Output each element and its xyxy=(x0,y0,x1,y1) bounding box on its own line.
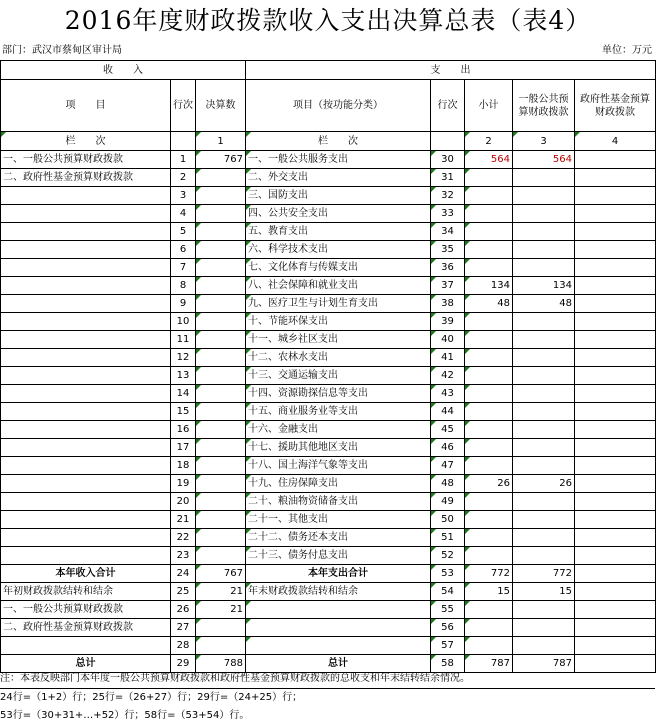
expense-item-cell: 十八、国土海洋气象等支出 xyxy=(246,457,431,475)
income-row-number: 12 xyxy=(171,349,196,367)
general-budget-cell xyxy=(513,547,575,565)
income-row-number: 5 xyxy=(171,223,196,241)
income-row-number: 19 xyxy=(171,475,196,493)
income-row-number: 8 xyxy=(171,277,196,295)
general-budget-cell: 26 xyxy=(513,475,575,493)
general-budget-cell xyxy=(513,457,575,475)
income-row-number: 13 xyxy=(171,367,196,385)
income-item-cell xyxy=(1,457,171,475)
income-amount-cell xyxy=(196,295,246,313)
general-budget-cell: 15 xyxy=(513,583,575,601)
column-label-expense: 栏 次 xyxy=(246,132,431,151)
expense-row-number: 38 xyxy=(431,295,465,313)
general-budget-cell xyxy=(513,223,575,241)
column-number-1: 1 xyxy=(196,132,246,151)
gov-fund-cell xyxy=(575,475,656,493)
expense-row-number: 35 xyxy=(431,241,465,259)
general-budget-cell xyxy=(513,493,575,511)
column-number-3: 3 xyxy=(513,132,575,151)
expense-item-cell: 二十二、债务还本支出 xyxy=(246,529,431,547)
gov-fund-cell xyxy=(575,403,656,421)
expense-item-cell xyxy=(246,619,431,637)
gov-fund-cell xyxy=(575,331,656,349)
gov-fund-cell xyxy=(575,457,656,475)
general-budget-cell xyxy=(513,205,575,223)
expense-item-cell: 一、一般公共服务支出 xyxy=(246,151,431,169)
table-row xyxy=(1,205,656,223)
subtotal-cell: 48 xyxy=(465,295,513,313)
income-row-number: 2 xyxy=(171,169,196,187)
general-budget-cell xyxy=(513,367,575,385)
gov-fund-cell xyxy=(575,277,656,295)
income-row-number: 4 xyxy=(171,205,196,223)
income-amount-cell xyxy=(196,493,246,511)
table-row xyxy=(1,619,656,637)
table-row xyxy=(1,529,656,547)
expense-row-number: 30 xyxy=(431,151,465,169)
gov-fund-cell xyxy=(575,241,656,259)
gov-fund-cell xyxy=(575,493,656,511)
expense-item-cell: 七、文化体育与传媒支出 xyxy=(246,259,431,277)
expense-row-number: 48 xyxy=(431,475,465,493)
expense-item-cell: 十四、资源勘探信息等支出 xyxy=(246,385,431,403)
gov-fund-cell xyxy=(575,547,656,565)
general-budget-cell xyxy=(513,331,575,349)
expense-row-number: 39 xyxy=(431,313,465,331)
general-budget-cell xyxy=(513,619,575,637)
income-amount-cell xyxy=(196,385,246,403)
expense-item-cell: 五、教育支出 xyxy=(246,223,431,241)
income-item-cell: 一、一般公共预算财政拨款 xyxy=(1,151,171,169)
subtotal-cell xyxy=(465,223,513,241)
income-item-cell xyxy=(1,385,171,403)
income-item-cell xyxy=(1,259,171,277)
table-row xyxy=(1,295,656,313)
general-budget-cell: 134 xyxy=(513,277,575,295)
expense-section-header: 支 出 xyxy=(246,61,656,80)
subtotal-cell: 564 xyxy=(465,151,513,169)
income-row-number: 28 xyxy=(171,637,196,655)
expense-row-number: 37 xyxy=(431,277,465,295)
expense-row-number: 32 xyxy=(431,187,465,205)
subtotal-cell xyxy=(465,457,513,475)
expense-item-cell: 十五、商业服务业等支出 xyxy=(246,403,431,421)
income-item-header: 项 目 xyxy=(1,80,171,132)
subtotal-cell xyxy=(465,601,513,619)
income-row-number: 23 xyxy=(171,547,196,565)
subtotal-cell xyxy=(465,637,513,655)
gov-fund-header: 政府性基金预算财政拨款 xyxy=(575,80,656,132)
income-amount-cell xyxy=(196,331,246,349)
general-budget-cell xyxy=(513,349,575,367)
gov-fund-cell xyxy=(575,421,656,439)
subtotal-cell xyxy=(465,169,513,187)
income-item-cell xyxy=(1,277,171,295)
expense-item-cell: 年末财政拨款结转和结余 xyxy=(246,583,431,601)
income-row-number: 14 xyxy=(171,385,196,403)
income-item-cell xyxy=(1,493,171,511)
expense-row-number: 36 xyxy=(431,259,465,277)
subtotal-cell xyxy=(465,403,513,421)
expense-item-cell: 二十一、其他支出 xyxy=(246,511,431,529)
table-row xyxy=(1,601,656,619)
income-item-cell: 二、政府性基金预算财政拨款 xyxy=(1,619,171,637)
general-budget-cell xyxy=(513,439,575,457)
income-row-number: 29 xyxy=(171,655,196,673)
column-label-blank2 xyxy=(431,132,465,151)
general-budget-cell: 772 xyxy=(513,565,575,583)
income-row-number: 27 xyxy=(171,619,196,637)
gov-fund-cell xyxy=(575,349,656,367)
table-row xyxy=(1,493,656,511)
expense-row-number: 41 xyxy=(431,349,465,367)
income-row-number: 6 xyxy=(171,241,196,259)
income-row-number: 3 xyxy=(171,187,196,205)
income-amount-cell xyxy=(196,313,246,331)
income-item-cell xyxy=(1,367,171,385)
expense-item-cell: 十七、援助其他地区支出 xyxy=(246,439,431,457)
income-row-number: 15 xyxy=(171,403,196,421)
subtotal-cell xyxy=(465,367,513,385)
income-item-cell xyxy=(1,439,171,457)
expense-row-number: 57 xyxy=(431,637,465,655)
expense-item-cell: 二、外交支出 xyxy=(246,169,431,187)
income-item-cell: 总计 xyxy=(1,655,171,673)
subtotal-cell xyxy=(465,241,513,259)
table-row xyxy=(1,259,656,277)
income-section-header: 收 入 xyxy=(1,61,246,80)
table-row xyxy=(1,331,656,349)
income-item-cell xyxy=(1,223,171,241)
income-row-number: 25 xyxy=(171,583,196,601)
income-amount-cell xyxy=(196,439,246,457)
expense-item-cell: 二十、粮油物资储备支出 xyxy=(246,493,431,511)
gov-fund-cell xyxy=(575,637,656,655)
table-row xyxy=(1,421,656,439)
gov-fund-cell xyxy=(575,259,656,277)
expense-item-cell: 六、科学技术支出 xyxy=(246,241,431,259)
subtotal-cell xyxy=(465,331,513,349)
income-amount-cell xyxy=(196,277,246,295)
general-budget-cell xyxy=(513,187,575,205)
gov-fund-cell xyxy=(575,223,656,241)
subtotal-cell xyxy=(465,619,513,637)
expense-row-number: 43 xyxy=(431,385,465,403)
subtotal-cell xyxy=(465,205,513,223)
subtotal-cell xyxy=(465,439,513,457)
subtotal-cell xyxy=(465,259,513,277)
income-item-cell: 一、一般公共预算财政拨款 xyxy=(1,601,171,619)
income-row-number: 1 xyxy=(171,151,196,169)
notes xyxy=(0,670,655,725)
table-row xyxy=(1,403,656,421)
table-row xyxy=(1,169,656,187)
income-amount-cell xyxy=(196,169,246,187)
income-item-cell xyxy=(1,313,171,331)
income-amount-cell xyxy=(196,187,246,205)
gov-fund-cell xyxy=(575,619,656,637)
table-row xyxy=(1,565,656,583)
income-row-number: 11 xyxy=(171,331,196,349)
expense-item-cell: 十、节能环保支出 xyxy=(246,313,431,331)
expense-item-cell: 十三、交通运输支出 xyxy=(246,367,431,385)
general-budget-cell xyxy=(513,511,575,529)
expense-item-cell: 八、社会保障和就业支出 xyxy=(246,277,431,295)
expense-item-cell: 九、医疗卫生与计划生育支出 xyxy=(246,295,431,313)
expense-item-cell: 四、公共安全支出 xyxy=(246,205,431,223)
income-amount-cell: 788 xyxy=(196,655,246,673)
income-amount-cell: 767 xyxy=(196,151,246,169)
income-row-number: 21 xyxy=(171,511,196,529)
income-amount-cell xyxy=(196,367,246,385)
table-row xyxy=(1,313,656,331)
subtotal-cell xyxy=(465,511,513,529)
note-line: 24行=（1+2）行；25行=（26+27）行；29行=（24+25）行； xyxy=(0,692,303,703)
income-row-number: 10 xyxy=(171,313,196,331)
expense-row-number: 44 xyxy=(431,403,465,421)
subtotal-cell xyxy=(465,313,513,331)
general-budget-cell xyxy=(513,601,575,619)
expense-row-number: 56 xyxy=(431,619,465,637)
subtotal-cell xyxy=(465,493,513,511)
income-item-cell xyxy=(1,421,171,439)
expense-item-cell: 二十三、债务付息支出 xyxy=(246,547,431,565)
gov-fund-cell xyxy=(575,565,656,583)
income-row-number: 7 xyxy=(171,259,196,277)
general-budget-cell: 564 xyxy=(513,151,575,169)
income-amount-cell xyxy=(196,223,246,241)
expense-row-number: 40 xyxy=(431,331,465,349)
gov-fund-cell xyxy=(575,205,656,223)
subtotal-cell: 787 xyxy=(465,655,513,673)
expense-item-cell: 总计 xyxy=(246,655,431,673)
column-label-income: 栏 次 xyxy=(1,132,171,151)
general-budget-cell xyxy=(513,529,575,547)
income-amount-cell xyxy=(196,475,246,493)
subtotal-cell xyxy=(465,529,513,547)
table-row xyxy=(1,637,656,655)
income-amount-cell xyxy=(196,619,246,637)
column-number-4: 4 xyxy=(575,132,656,151)
expense-row-number: 58 xyxy=(431,655,465,673)
income-amount-cell xyxy=(196,241,246,259)
gov-fund-cell xyxy=(575,511,656,529)
expense-row-number: 47 xyxy=(431,457,465,475)
income-row-number: 16 xyxy=(171,421,196,439)
table-row xyxy=(1,367,656,385)
expense-item-cell: 本年支出合计 xyxy=(246,565,431,583)
expense-row-number: 42 xyxy=(431,367,465,385)
subtotal-cell: 134 xyxy=(465,277,513,295)
table-row xyxy=(1,583,656,601)
expense-row-number: 50 xyxy=(431,511,465,529)
expense-item-cell xyxy=(246,601,431,619)
expense-item-cell xyxy=(246,637,431,655)
income-amount-cell xyxy=(196,529,246,547)
subtotal-cell: 15 xyxy=(465,583,513,601)
expense-row-number: 51 xyxy=(431,529,465,547)
subtotal-cell xyxy=(465,187,513,205)
gov-fund-cell xyxy=(575,313,656,331)
subtotal-cell: 26 xyxy=(465,475,513,493)
table-row xyxy=(1,439,656,457)
income-amount-cell: 21 xyxy=(196,583,246,601)
income-amount-cell xyxy=(196,421,246,439)
table-row xyxy=(1,547,656,565)
subtotal-cell xyxy=(465,421,513,439)
general-budget-cell xyxy=(513,241,575,259)
income-item-cell: 二、政府性基金预算财政拨款 xyxy=(1,169,171,187)
expense-item-cell: 三、国防支出 xyxy=(246,187,431,205)
income-item-cell xyxy=(1,349,171,367)
expense-item-cell: 十九、住房保障支出 xyxy=(246,475,431,493)
gov-fund-cell xyxy=(575,367,656,385)
income-amount-cell xyxy=(196,511,246,529)
income-item-cell xyxy=(1,475,171,493)
income-row-no-header: 行次 xyxy=(171,80,196,132)
income-item-cell xyxy=(1,403,171,421)
income-amount-cell: 21 xyxy=(196,601,246,619)
expense-row-no-header: 行次 xyxy=(431,80,465,132)
income-row-number: 22 xyxy=(171,529,196,547)
income-item-cell: 本年收入合计 xyxy=(1,565,171,583)
income-item-cell xyxy=(1,511,171,529)
expense-row-number: 45 xyxy=(431,421,465,439)
general-budget-cell: 787 xyxy=(513,655,575,673)
subtotal-cell xyxy=(465,385,513,403)
gov-fund-cell xyxy=(575,151,656,169)
expense-row-number: 52 xyxy=(431,547,465,565)
expense-row-number: 34 xyxy=(431,223,465,241)
table-row xyxy=(1,241,656,259)
column-number-2: 2 xyxy=(465,132,513,151)
budget-table xyxy=(0,60,656,673)
income-amount-cell xyxy=(196,547,246,565)
expense-row-number: 53 xyxy=(431,565,465,583)
income-amount-cell xyxy=(196,259,246,277)
subtotal-cell xyxy=(465,547,513,565)
table-row xyxy=(1,511,656,529)
gov-fund-cell xyxy=(575,583,656,601)
report-title: 2016年度财政拨款收入支出决算总表（表4） xyxy=(64,6,592,35)
general-budget-cell xyxy=(513,259,575,277)
table-row xyxy=(1,457,656,475)
gov-fund-cell xyxy=(575,385,656,403)
general-budget-header: 一般公共预算财政拨款 xyxy=(513,80,575,132)
table-row xyxy=(1,277,656,295)
expense-row-number: 31 xyxy=(431,169,465,187)
final-amount-header: 决算数 xyxy=(196,80,246,132)
gov-fund-cell xyxy=(575,295,656,313)
note-line: 注：本表反映部门本年度一般公共预算财政拨款和政府性基金预算财政拨款的总收支和年末结转结余情况。 xyxy=(0,670,655,689)
gov-fund-cell xyxy=(575,529,656,547)
column-label-blank xyxy=(171,132,196,151)
table-row xyxy=(1,187,656,205)
income-item-cell xyxy=(1,187,171,205)
income-item-cell xyxy=(1,331,171,349)
table-row xyxy=(1,385,656,403)
table-row xyxy=(1,223,656,241)
expense-item-cell: 十六、金融支出 xyxy=(246,421,431,439)
income-row-number: 9 xyxy=(171,295,196,313)
expense-row-number: 33 xyxy=(431,205,465,223)
department-label: 部门：武汉市蔡甸区审计局 xyxy=(2,45,122,56)
general-budget-cell xyxy=(513,421,575,439)
income-row-number: 26 xyxy=(171,601,196,619)
income-item-cell xyxy=(1,295,171,313)
table-row xyxy=(1,349,656,367)
income-amount-cell xyxy=(196,205,246,223)
income-row-number: 24 xyxy=(171,565,196,583)
expense-row-number: 55 xyxy=(431,601,465,619)
note-line: 53行=（30+31+…+52）行；58行=（53+54）行。 xyxy=(0,710,250,721)
expense-row-number: 49 xyxy=(431,493,465,511)
subtotal-header: 小计 xyxy=(465,80,513,132)
general-budget-cell xyxy=(513,169,575,187)
income-row-number: 17 xyxy=(171,439,196,457)
income-amount-cell xyxy=(196,637,246,655)
income-amount-cell xyxy=(196,403,246,421)
income-item-cell xyxy=(1,205,171,223)
income-item-cell xyxy=(1,529,171,547)
income-row-number: 20 xyxy=(171,493,196,511)
income-row-number: 18 xyxy=(171,457,196,475)
table-row xyxy=(1,151,656,169)
income-amount-cell xyxy=(196,349,246,367)
income-amount-cell: 767 xyxy=(196,565,246,583)
gov-fund-cell xyxy=(575,187,656,205)
income-amount-cell xyxy=(196,457,246,475)
expense-item-cell: 十二、农林水支出 xyxy=(246,349,431,367)
general-budget-cell xyxy=(513,313,575,331)
expense-item-cell: 十一、城乡社区支出 xyxy=(246,331,431,349)
subtotal-cell xyxy=(465,349,513,367)
income-item-cell xyxy=(1,241,171,259)
expense-row-number: 54 xyxy=(431,583,465,601)
unit-label: 单位：万元 xyxy=(602,45,652,56)
income-item-cell: 年初财政拨款结转和结余 xyxy=(1,583,171,601)
general-budget-cell xyxy=(513,385,575,403)
table-row xyxy=(1,475,656,493)
general-budget-cell xyxy=(513,637,575,655)
gov-fund-cell xyxy=(575,439,656,457)
subtotal-cell: 772 xyxy=(465,565,513,583)
general-budget-cell xyxy=(513,403,575,421)
general-budget-cell: 48 xyxy=(513,295,575,313)
gov-fund-cell xyxy=(575,601,656,619)
gov-fund-cell xyxy=(575,169,656,187)
expense-row-number: 46 xyxy=(431,439,465,457)
expense-item-header: 项目（按功能分类） xyxy=(246,80,431,132)
income-item-cell xyxy=(1,637,171,655)
income-item-cell xyxy=(1,547,171,565)
